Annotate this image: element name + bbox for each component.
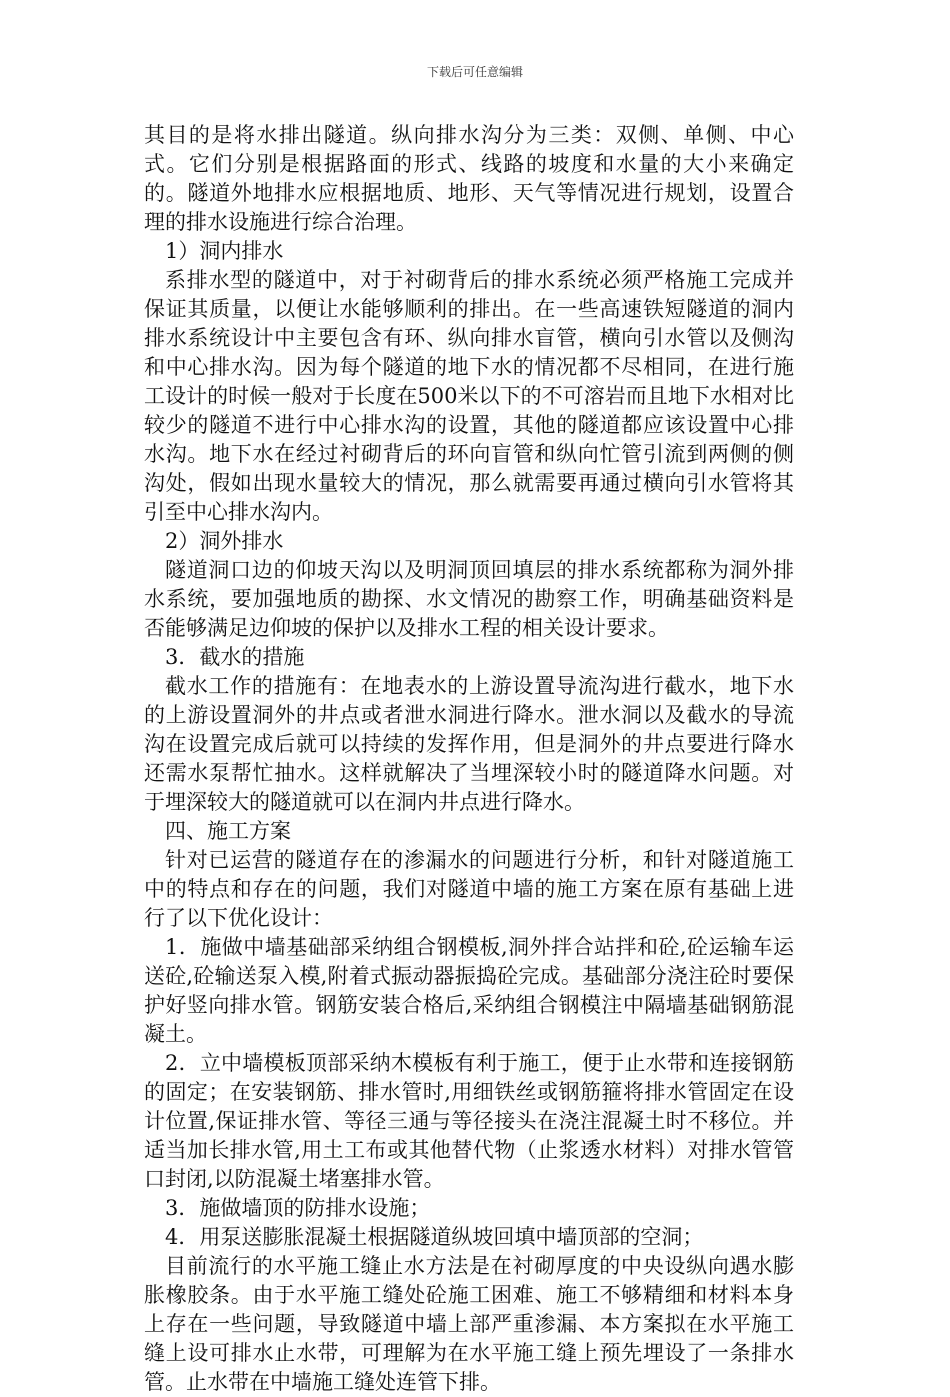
paragraph-construction-plan-intro: 针对已运营的隧道存在的渗漏水的问题进行分析，和针对隧道施工中的特点和存在的问题，我们对隧道中墙的施工方案在原有基础上进行了以下优化设计： (144, 848, 794, 930)
paragraph-cutoff-measures: 截水工作的措施有：在地表水的上游设置导流沟进行截水，地下水的上游设置洞外的井点或者泄水洞进行降水。泄水洞以及截水的导流沟在设置完成后就可以持续的发挥作用，但是洞外的井点要进行降水还需水泵帮忙抽水。这样就解决了当埋深较小时的隧道降水问题。对于埋深较大的隧道就可以在洞内井点进行降水。 (144, 674, 794, 814)
document-body (144, 121, 794, 1397)
heading-outer-drainage: 2）洞外排水 (165, 529, 284, 553)
paragraph-drainage-intro: 其目的是将水排出隧道。纵向排水沟分为三类：双侧、单侧、中心式。它们分别是根据路面的形式、线路的坡度和水量的大小来确定的。隧道外地排水应根据地质、地形、天气等情况进行规划，设置合理的排水设施进行综合治理。 (144, 123, 794, 234)
paragraph-waterstop-method: 目前流行的水平施工缝止水方法是在衬砌厚度的中央设纵向遇水膨胀橡胶条。由于水平施工缝处砼施工困难、施工不够精细和材料本身上存在一些问题，导致隧道中墙上部严重渗漏、本方案拟在水平施工缝上设可排水止水带，可理解为在水平施工缝上预先埋设了一条排水管。止水带在中墙施工缝处连管下排。 (144, 1254, 794, 1394)
paragraph-inner-drainage: 系排水型的隧道中，对于衬砌背后的排水系统必须严格施工完成并保证其质量，以便让水能够顺利的排出。在一些高速铁短隧道的洞内排水系统设计中主要包含有环、纵向排水盲管，横向引水管以及侧沟和中心排水沟。因为每个隧道的地下水的情况都不尽相同，在进行施工设计的时候一般对于长度在500米以下的不可溶岩而且地下水相对比较少的隧道不进行中心排水沟的设置，其他的隧道都应该设置中心排水沟。地下水在经过衬砌背后的环向盲管和纵向忙管引流到两侧的侧沟处，假如出现水量较大的情况，那么就需要再通过横向引水管将其引至中心排水沟内。 (144, 268, 794, 524)
list-item-step-4: 4．用泵送膨胀混凝土根据隧道纵坡回填中墙顶部的空洞； (165, 1225, 704, 1249)
heading-cutoff-measures: 3．截水的措施 (165, 645, 305, 669)
heading-inner-drainage: 1）洞内排水 (165, 239, 284, 263)
heading-construction-plan: 四、施工方案 (165, 819, 291, 843)
list-item-step-2: 2．立中墙模板顶部采纳木模板有利于施工，便于止水带和连接钢筋的固定；在安装钢筋、排水管时,用细铁丝或钢筋箍将排水管固定在设计位置,保证排水管、等径三通与等径接头在浇注混凝土时不移位。并适当加长排水管,用土工布或其他替代物（止浆透水材料）对排水管管口封闭,以防混凝土堵塞排水管。 (144, 1051, 794, 1191)
page-header-note: 下载后可任意编辑 (426, 65, 523, 79)
list-item-step-1: 1．施做中墙基础部采纳组合钢模板,洞外拌合站拌和砼,砼运输车运送砼,砼输送泵入模,附着式振动器振捣砼完成。基础部分浇注砼时要保护好竖向排水管。钢筋安装合格后,采纳组合钢模注中隔墙基础钢筋混凝土。 (144, 935, 794, 1046)
paragraph-outer-drainage: 隧道洞口边的仰坡天沟以及明洞顶回填层的排水系统都称为洞外排水系统，要加强地质的勘探、水文情况的勘察工作，明确基础资料是否能够满足边仰坡的保护以及排水工程的相关设计要求。 (144, 558, 794, 640)
list-item-step-3: 3．施做墙顶的防排水设施； (165, 1196, 431, 1220)
